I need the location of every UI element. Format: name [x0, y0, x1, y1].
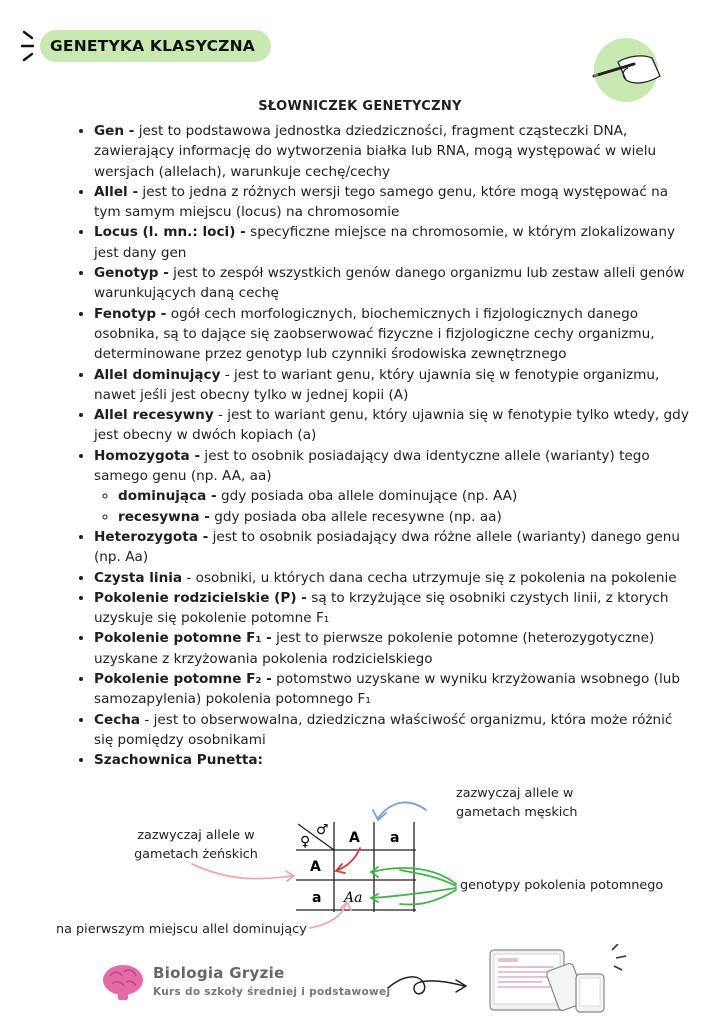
header-badge-label: GENETYKA KLASYCZNA [50, 37, 255, 55]
term-szachownica: Szachownica Punetta: [94, 752, 263, 769]
subitem-dominujaca [118, 486, 694, 506]
annotation-female-gametes: zazwyczaj allele w gametach żeńskich [134, 828, 258, 862]
glossary-item-heterozygota [94, 527, 694, 568]
pink-arrowhead-female [286, 871, 294, 881]
term-czysta-linia: Czysta linia [94, 569, 183, 586]
section-title: SŁOWNICZEK GENETYCZNY [258, 99, 462, 114]
brand-name: Biologia Gryzie [153, 964, 285, 982]
definition-homozygota: jest to osobnik posiadający dwa identyczne allele (warianty) tego samego genu (np. AA, aa) [94, 447, 650, 485]
header-badge [40, 30, 271, 62]
definition-allel-recesywny: - jest to wariant genu, który ujawnia się w fenotypie tylko wtedy, gdy jest obecny w dwóch kopiach (a) [94, 407, 689, 444]
glossary-item-locus [94, 222, 694, 263]
brand-tagline: Kurs do szkoły średniej i podstawowej [153, 986, 391, 998]
glossary-item-pokolenie-f2 [94, 669, 694, 710]
definition-allel: jest to jedna z różnych wersji tego samego genu, które mogą występować na tym samym miejscu (locus) na chromosomie [94, 183, 669, 221]
glossary-item-allel-recesywny [94, 405, 694, 446]
annotation-offspring-genotypes: genotypy pokolenia potomnego [460, 878, 664, 893]
blue-arrow [378, 802, 426, 818]
definition-allel-dominujacy: - jest to wariant genu, który ujawnia się w fenotypie organizmu, nawet jeśli jest obecny tylko w jednej kopii (A) [94, 366, 660, 403]
definition-locus: specyficzne miejsce na chromosomie, w którym zlokalizowany jest dany gen [94, 224, 676, 261]
term-homozygota: Homozygota - [94, 447, 201, 464]
glossary-item-cecha [94, 710, 694, 751]
term-gen: Gen - [94, 123, 135, 139]
glossary-item-fenotyp [94, 304, 694, 365]
curl-arrow-icon [384, 966, 474, 1006]
term-allel-recesywny: Allel recesywny [94, 407, 214, 424]
term-pokolenie-f1: Pokolenie potomne F₁ - [94, 630, 272, 647]
term-allel-dominujacy: Allel dominujący [94, 366, 221, 383]
term-fenotyp: Fenotyp - [94, 305, 167, 322]
glossary-item-pokolenie-f1 [94, 628, 694, 669]
definition-cecha: - jest to obserwowalna, dziedziczna właściwość organizmu, która może różnić się pomiędzy osobnikami [94, 711, 673, 748]
writing-hand-icon [588, 36, 664, 106]
definition-czysta-linia: - osobniki, u których dana cecha utrzymuje się z pokolenia na pokolenie [182, 569, 677, 586]
glossary-item-gen [94, 121, 694, 182]
glossary-list [76, 121, 694, 771]
definition-pokolenie-f2: potomstwo uzyskane w wyniku krzyżowania wsobnego (lub samozapylenia) pokolenia potomnego F₁ [94, 671, 680, 708]
glossary-item-szachownica [94, 750, 694, 770]
term-heterozygota: Heterozygota - [94, 528, 209, 545]
annotation-male-gametes: zazwyczaj allele w gametach męskich [456, 786, 578, 820]
term-pokolenie-p: Pokolenie rodzicielskie (P) - [94, 589, 307, 606]
glossary-item-genotyp [94, 263, 694, 304]
female-symbol: ♀ [300, 834, 311, 850]
subitem-recesywna [118, 507, 694, 527]
pink-arrow-female [192, 864, 292, 879]
definition-dominujaca: gdy posiada oba allele dominujące (np. AA) [216, 488, 518, 505]
term-pokolenie-f2: Pokolenie potomne F₂ - [94, 671, 272, 688]
punnett-square [296, 822, 416, 912]
male-gamete-a: a [390, 830, 400, 846]
term-allel: Allel - [94, 183, 139, 200]
devices-illustration-icon [488, 944, 638, 1016]
term-dominujaca: dominująca - [118, 488, 217, 505]
definition-genotyp: jest to zespół wszystkich genów danego organizmu lub zestaw alleli genów warunkujących daną cechę [94, 265, 685, 302]
brain-logo-icon [100, 962, 146, 1002]
definition-heterozygota: jest to osobnik posiadający dwa różne allele (warianty) danego genu (np. Aa) [94, 528, 681, 566]
cell-Aa: Aa [344, 890, 363, 906]
glossary-item-pokolenie-p [94, 588, 694, 629]
definition-recesywna: gdy posiada oba allele recesywne (np. aa) [209, 508, 502, 525]
glossary-item-czysta-linia [94, 568, 694, 588]
term-cecha: Cecha [94, 711, 141, 728]
term-genotyp: Genotyp - [94, 265, 169, 282]
female-gamete-a: a [312, 890, 322, 906]
definition-pokolenie-f1: jest to pierwsze pokolenie potomne (heterozygotyczne) uzyskane z krzyżowania pokolenia rodzicielskiego [94, 630, 655, 667]
male-symbol: ♂ [316, 822, 329, 838]
glossary-item-homozygota [94, 446, 694, 527]
term-recesywna: recesywna - [118, 508, 210, 525]
homozygota-sublist [94, 486, 694, 527]
definition-fenotyp: ogół cech morfologicznych, biochemicznych i fizjologicznych danego osobnika, są to dające się zaobserwować fizyczne i fizjologiczne cechy organizmu, determinowane przez genotyp lub czynniki środowiska zewnętrznego [94, 305, 655, 363]
definition-pokolenie-p: są to krzyżujące się osobniki czystych linii, z ktorych uzyskuje się pokolenie potomne F₁ [94, 589, 669, 627]
term-locus: Locus (l. mn.: loci) - [94, 224, 246, 241]
annotation-dominant-first: na pierwszym miejscu allel dominujący [56, 922, 307, 937]
blue-arrowhead [373, 810, 386, 820]
male-gamete-A: A [349, 830, 360, 846]
glossary-item-allel-dominujacy [94, 365, 694, 406]
definition-gen: jest to podstawowa jednostka dziedziczności, fragment cząsteczki DNA, zawierający informację do wytworzenia białka lub RNA, mogą występować w wielu wersjach (allelach), warunkuje cechę/cechy [94, 123, 657, 180]
female-gamete-A: A [310, 859, 321, 875]
glossary-item-allel [94, 182, 694, 223]
